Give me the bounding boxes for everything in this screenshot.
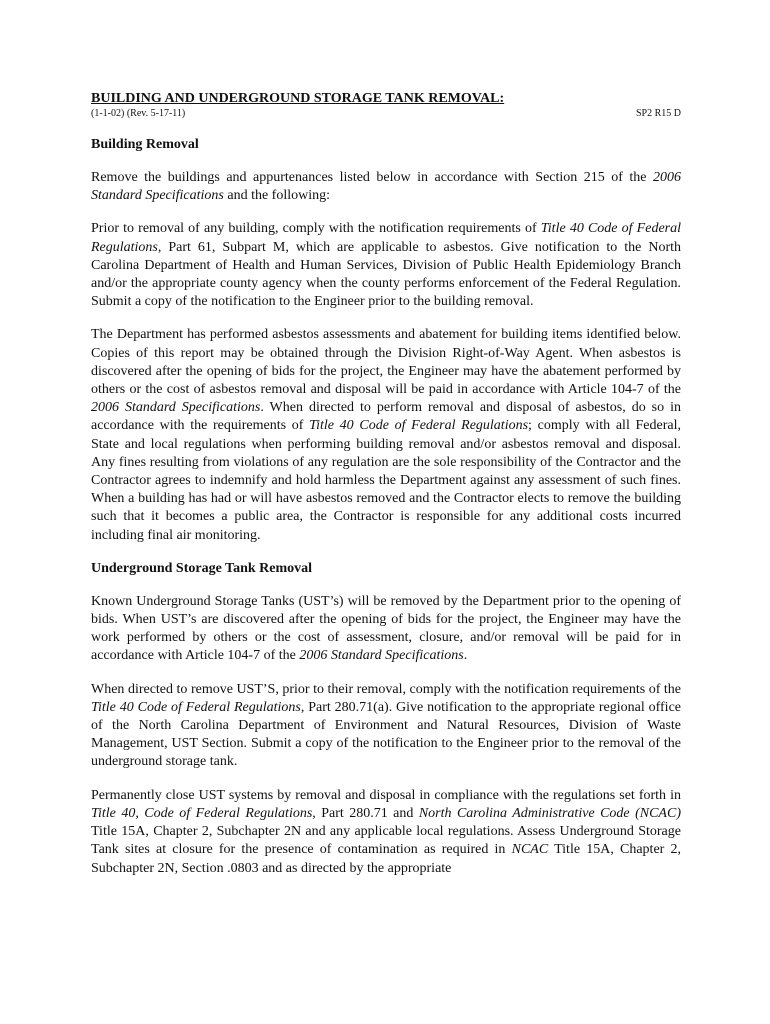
ust-removal-paragraph-2: When directed to remove UST’S, prior to their removal, comply with the notification requirements of the Title 40 Code of Federal Regulations, Part 280.71(a). Give notification to the appropriate regional office of the North Carolina Department of Environment and Natural Resources, Division of Waste Management, UST Section. Submit a copy of the notification to the Engineer prior to the removal of the underground storage tank.	[91, 681, 681, 770]
document-body	[91, 90, 681, 878]
building-removal-heading: Building Removal	[91, 137, 199, 152]
ust-removal-heading: Underground Storage Tank Removal	[91, 560, 313, 576]
building-removal-paragraph-1: Remove the buildings and appurtenances listed below in accordance with Section 215 of the 2006 Standard Specifications and the following:	[91, 170, 681, 204]
ust-removal-paragraph-1: Known Underground Storage Tanks (UST’s) will be removed by the Department prior to the opening of bids. When UST’s are discovered after the opening of bids for the project, the Engineer may have the work performed by others or the cost of assessment, closure, and/or removal will be paid for in accordance with Article 104-7 of the 2006 Standard Specifications.	[91, 593, 681, 664]
building-removal-paragraph-2: Prior to removal of any building, comply with the notification requirements of Title 40 Code of Federal Regulations, Part 61, Subpart M, which are applicable to asbestos. Give notification to the North Carolina Department of Health and Human Services, Division of Public Health Epidemiology Branch and/or the appropriate county agency when the county performs enforcement of the Federal Regulation. Submit a copy of the notification to the Engineer prior to the building removal.	[91, 221, 682, 310]
building-removal-paragraph-3: The Department has performed asbestos assessments and abatement for building items identified below. Copies of this report may be obtained through the Division Right-of-Way Agent. When asbestos is discovered after the opening of bids for the project, the Engineer may have the abatement performed by others or the cost of asbestos removal and disposal will be paid in accordance with Article 104-7 of the 2006 Standard Specifications. When directed to perform removal and disposal of asbestos, do so in accordance with the requirements of Title 40 Code of Federal Regulations; comply with all Federal, State and local regulations when performing building removal and/or asbestos removal and disposal. Any fines resulting from violations of any regulation are the sole responsibility of the Contractor and the Contractor agrees to indemnify and hold harmless the Department against any assessment of such fines. When a building has had or will have asbestos removed and the Contractor elects to remove the building such that it becomes a public area, the Contractor is responsible for any additional costs incurred including final air monitoring.	[91, 327, 681, 543]
revision-date: (1-1-02) (Rev. 5-17-11)	[91, 108, 186, 119]
ust-removal-paragraph-3: Permanently close UST systems by removal and disposal in compliance with the regulations set forth in Title 40, Code of Federal Regulations, Part 280.71 and North Carolina Administrative Code (NCAC) Title 15A, Chapter 2, Subchapter 2N and any applicable local regulations. Assess Underground Storage Tank sites at closure for the presence of contamination as required in NCAC Title 15A, Chapter 2, Subchapter 2N, Section .0803 and as directed by the appropriate	[91, 787, 681, 876]
spec-code: SP2 R15 D	[635, 108, 681, 119]
document-title: BUILDING AND UNDERGROUND STORAGE TANK REMOVAL:	[91, 91, 505, 106]
revision-row	[91, 108, 681, 120]
